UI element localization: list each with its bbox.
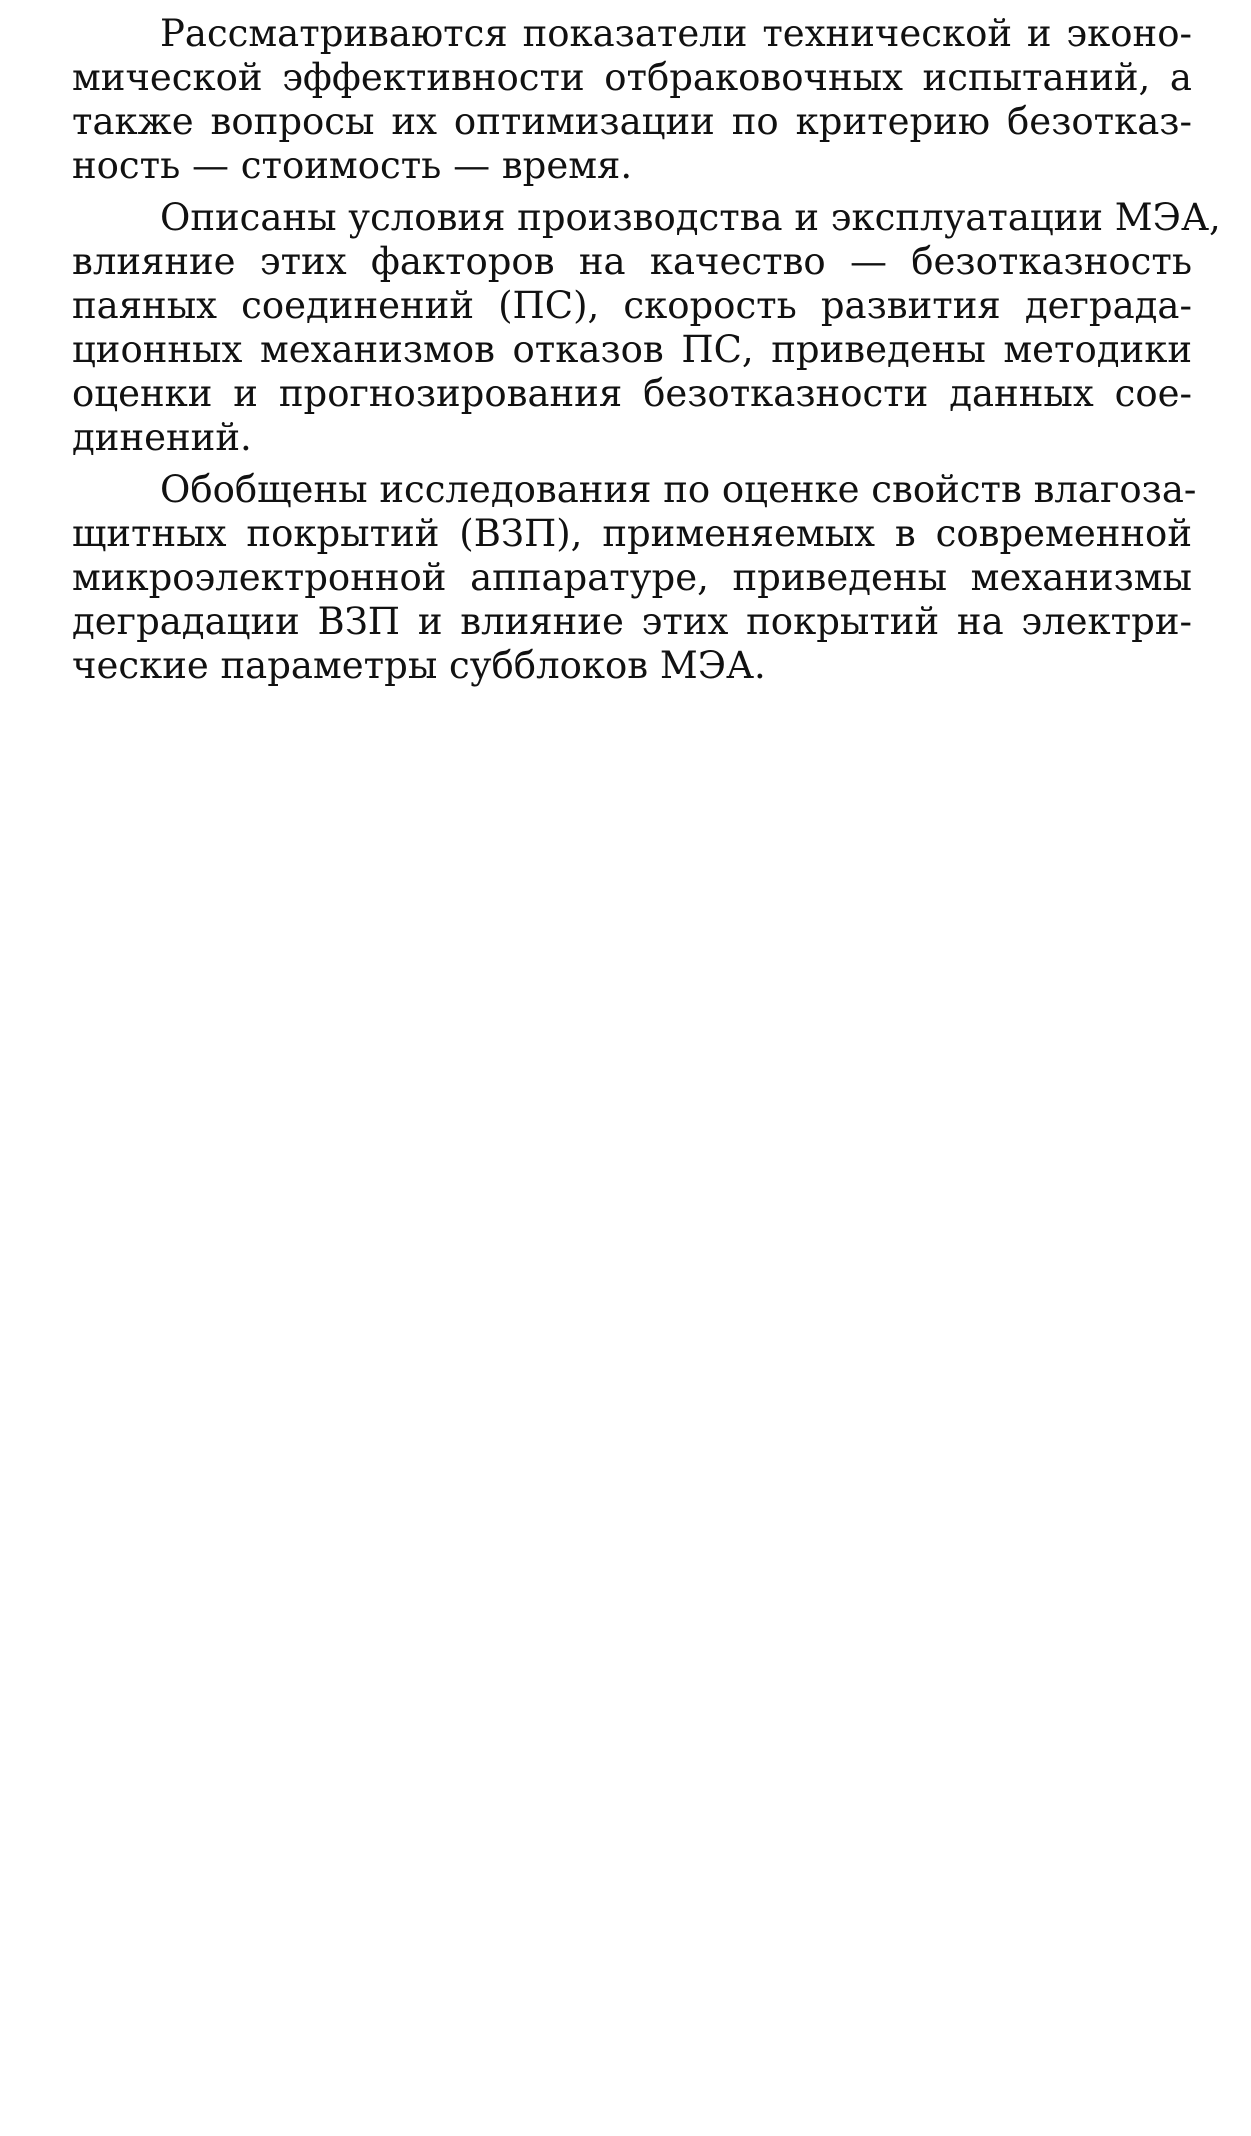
text-line: ческие параметры субблоков МЭА. xyxy=(72,644,766,687)
text-line: Рассматриваются показатели технической и эконо- xyxy=(160,12,1192,55)
text-line: паяных соединений (ПС), скорость развития деграда- xyxy=(72,284,1192,327)
text-line: Обобщены исследования по оценке свойств влагоза- xyxy=(160,468,1197,511)
text-line: оценки и прогнозирования безотказности данных сое- xyxy=(72,372,1192,415)
text-line: деградации ВЗП и влияние этих покрытий на электри- xyxy=(72,600,1192,643)
text-line: также вопросы их оптимизации по критерию безотказ- xyxy=(72,100,1192,143)
text-line: щитных покрытий (ВЗП), применяемых в современной xyxy=(72,512,1192,555)
text-line: динений. xyxy=(72,416,252,459)
paragraph-2 xyxy=(72,196,1221,460)
text-line: микроэлектронной аппаратуре, приведены механизмы xyxy=(72,556,1192,599)
text-line: ционных механизмов отказов ПС, приведены методики xyxy=(72,328,1192,371)
text-line: влияние этих факторов на качество — безотказность xyxy=(72,240,1192,283)
abstract-text xyxy=(72,12,1221,696)
paragraph-3 xyxy=(72,468,1197,688)
text-line: Описаны условия производства и эксплуатации МЭА, xyxy=(160,196,1221,239)
text-line: мической эффективности отбраковочных испытаний, а xyxy=(72,56,1192,99)
paragraph-1 xyxy=(72,12,1192,188)
text-line: ность — стоимость — время. xyxy=(72,144,633,187)
